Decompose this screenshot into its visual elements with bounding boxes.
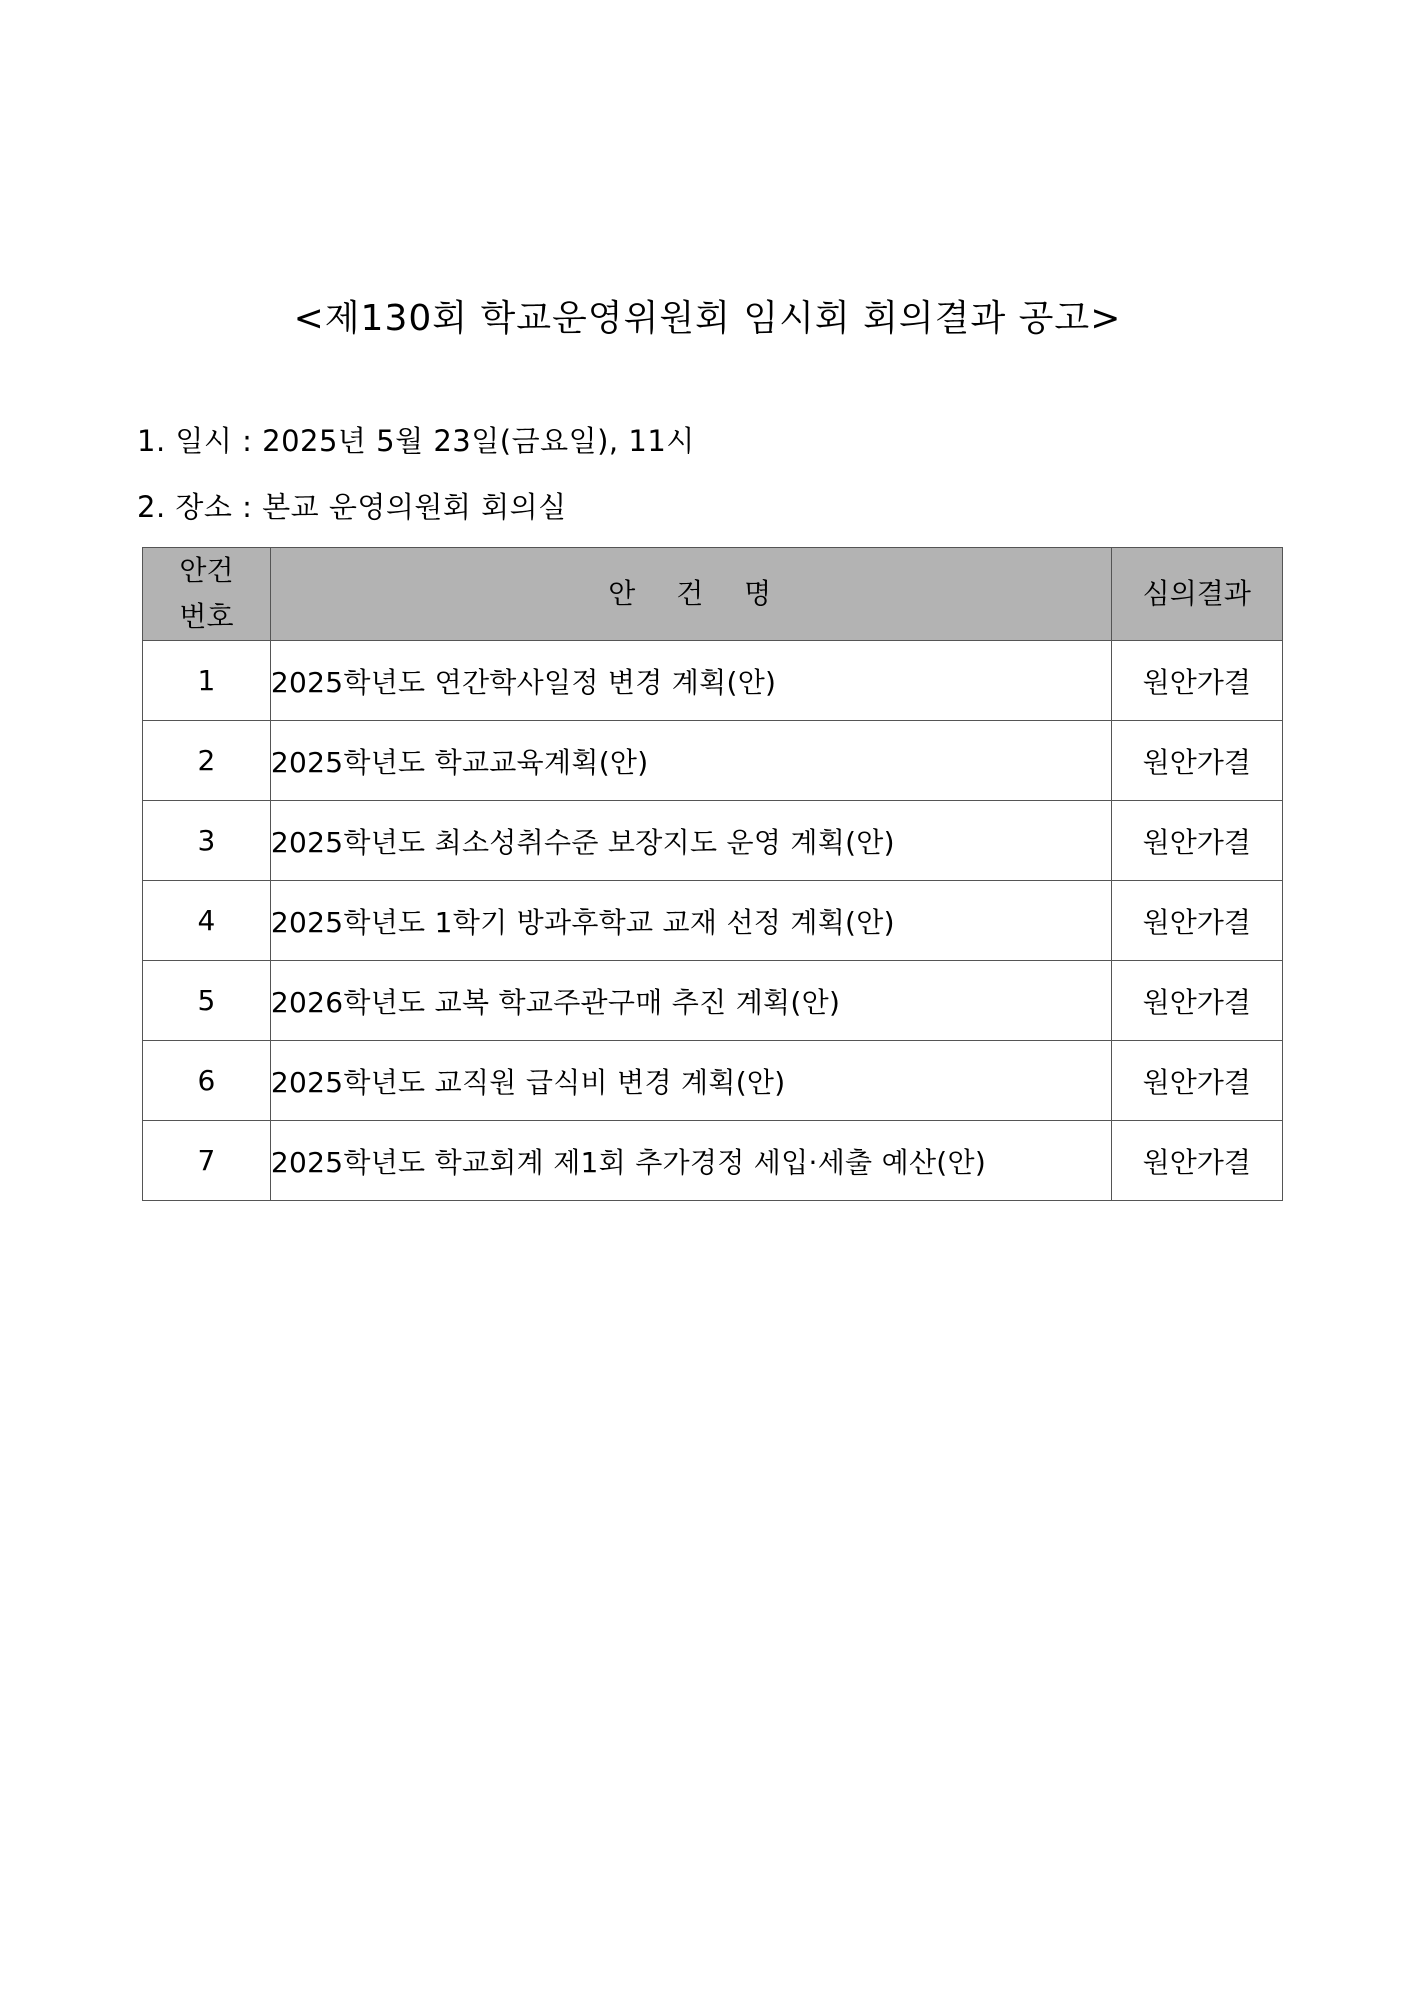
review-result-cell: 원안가결 xyxy=(1111,1121,1282,1201)
table-row xyxy=(143,1121,1283,1201)
agenda-name-cell: 2025학년도 교직원 급식비 변경 계획(안) xyxy=(270,1041,1111,1121)
agenda-number-cell: 6 xyxy=(143,1041,271,1121)
table-row xyxy=(143,641,1283,721)
agenda-name-cell: 2025학년도 연간학사일정 변경 계획(안) xyxy=(270,641,1111,721)
review-result-cell: 원안가결 xyxy=(1111,961,1282,1041)
header-row xyxy=(143,548,1283,641)
header-agenda-number-line2: 번호 xyxy=(179,600,234,633)
header-agenda-number-line1: 안건 xyxy=(179,554,234,587)
agenda-number-cell: 1 xyxy=(143,641,271,721)
table-row xyxy=(143,721,1283,801)
review-result-cell: 원안가결 xyxy=(1111,641,1282,721)
table-row xyxy=(143,881,1283,961)
agenda-number-cell: 7 xyxy=(143,1121,271,1201)
agenda-table xyxy=(142,547,1283,1201)
table-row xyxy=(143,801,1283,881)
agenda-number-cell: 2 xyxy=(143,721,271,801)
header-review-result: 심의결과 xyxy=(1111,548,1282,641)
agenda-number-cell: 4 xyxy=(143,881,271,961)
review-result-cell: 원안가결 xyxy=(1111,881,1282,961)
agenda-name-cell: 2025학년도 최소성취수준 보장지도 운영 계획(안) xyxy=(270,801,1111,881)
agenda-name-cell: 2025학년도 학교교육계획(안) xyxy=(270,721,1111,801)
document-title: <제130회 학교운영위원회 임시회 회의결과 공고> xyxy=(293,298,1122,339)
review-result-cell: 원안가결 xyxy=(1111,721,1282,801)
review-result-cell: 원안가결 xyxy=(1111,1041,1282,1121)
header-agenda-number xyxy=(143,548,271,641)
meeting-date-line: 1. 일시 : 2025년 5월 23일(금요일), 11시 xyxy=(137,424,695,458)
agenda-table-header xyxy=(143,548,1283,641)
agenda-name-cell: 2025학년도 학교회계 제1회 추가경정 세입·세출 예산(안) xyxy=(270,1121,1111,1201)
table-row xyxy=(143,961,1283,1041)
agenda-number-cell: 3 xyxy=(143,801,271,881)
review-result-cell: 원안가결 xyxy=(1111,801,1282,881)
agenda-name-cell: 2025학년도 1학기 방과후학교 교재 선정 계획(안) xyxy=(270,881,1111,961)
agenda-number-cell: 5 xyxy=(143,961,271,1041)
meeting-place-line: 2. 장소 : 본교 운영의원회 회의실 xyxy=(137,490,567,524)
agenda-name-cell: 2026학년도 교복 학교주관구매 추진 계획(안) xyxy=(270,961,1111,1041)
header-agenda-name-label: 안 건 명 xyxy=(608,577,774,610)
header-agenda-name xyxy=(270,548,1111,641)
table-row xyxy=(143,1041,1283,1121)
agenda-table-body xyxy=(143,641,1283,1201)
